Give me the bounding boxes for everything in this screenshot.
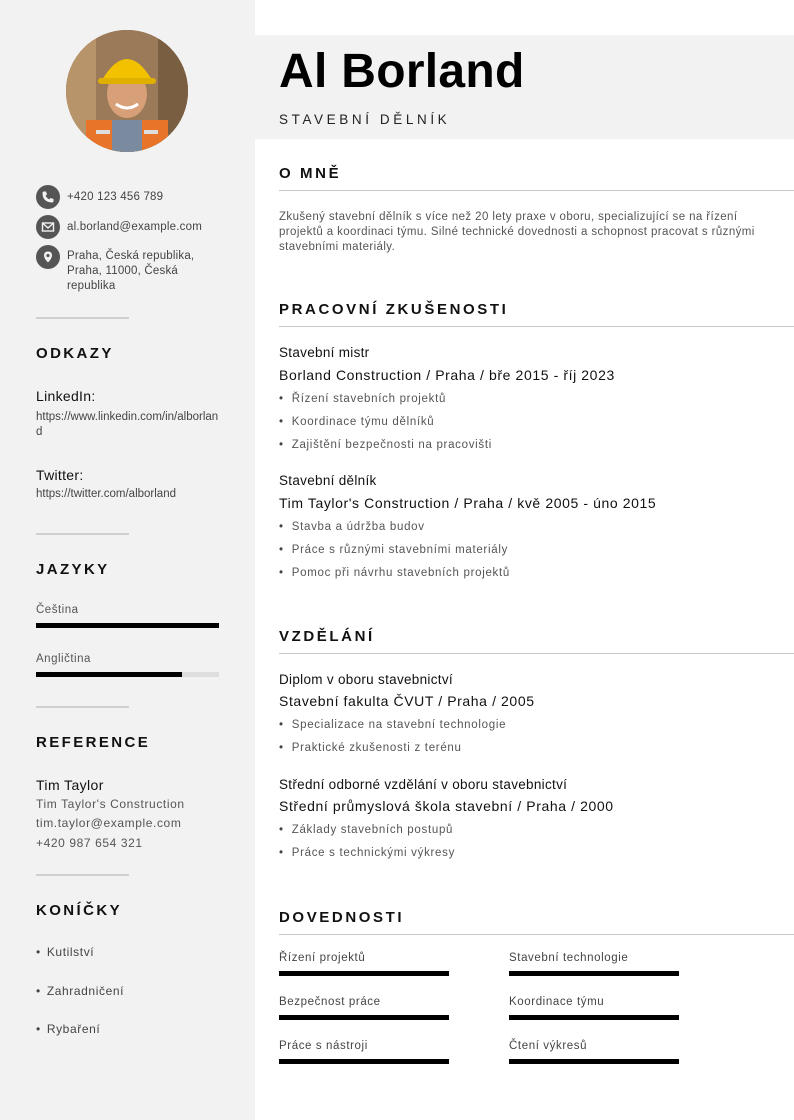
- skill-name: Řízení projektů: [279, 952, 366, 964]
- language-level-fill: [36, 672, 182, 677]
- skill-level-bar: [279, 1015, 449, 1020]
- bullet-icon: •: [279, 393, 284, 405]
- divider: [36, 874, 129, 876]
- reference-name: Tim Taylor: [36, 777, 104, 793]
- divider: [36, 533, 129, 535]
- education-heading: VZDĚLÁNÍ: [279, 628, 375, 645]
- hobby-label: Rybaření: [46, 1022, 101, 1036]
- links-heading: ODKAZY: [36, 345, 114, 362]
- contact-phone-text: +420 123 456 789: [67, 191, 164, 203]
- experience-heading: PRACOVNÍ ZKUŠENOSTI: [279, 301, 509, 318]
- job-bullet: [279, 393, 446, 405]
- skill-level-bar: [509, 971, 679, 976]
- bullet-icon: •: [279, 416, 284, 428]
- job-bullet-text: Řízení stavebních projektů: [291, 393, 447, 405]
- skill-level-bar: [279, 1059, 449, 1064]
- twitter-link[interactable]: https://twitter.com/alborland: [36, 488, 176, 500]
- contact-address: [36, 245, 226, 294]
- reference-email: tim.taylor@example.com: [36, 816, 182, 830]
- bullet-icon: •: [279, 567, 284, 579]
- divider: [36, 706, 129, 708]
- education-bullet: [279, 719, 506, 731]
- education-subtitle: Střední průmyslová škola stavební / Praha / 2000: [279, 798, 614, 814]
- job-bullet-text: Zajištění bezpečnosti na pracovišti: [291, 439, 493, 451]
- bullet-icon: •: [279, 847, 284, 859]
- skills-heading: DOVEDNOSTI: [279, 909, 405, 926]
- section-rule: [279, 326, 794, 327]
- avatar: [66, 30, 188, 152]
- education-bullet-text: Práce s technickými výkresy: [291, 847, 456, 859]
- sidebar: [0, 0, 255, 1120]
- bullet-icon: •: [279, 521, 284, 533]
- about-text: Zkušený stavební dělník s více než 20 lety praxe v oboru, specializující se na řízení projektů a koordinaci týmu. Silné technické dovednosti a schopnost pracovat s různými stavebními materiály.: [279, 211, 755, 253]
- job-bullet: [279, 521, 425, 533]
- contact-email-text: al.borland@example.com: [67, 221, 202, 233]
- hobby-label: Zahradničení: [46, 984, 125, 998]
- bullet-icon: •: [279, 544, 284, 556]
- job-title: Stavební dělník: [279, 473, 377, 488]
- job-bullet: [279, 416, 434, 428]
- reference-phone: +420 987 654 321: [36, 836, 143, 850]
- languages-heading: JAZYKY: [36, 561, 110, 578]
- bullet-icon: •: [279, 742, 284, 754]
- education-bullet: [279, 847, 455, 859]
- skill-name: Bezpečnost práce: [279, 996, 381, 1008]
- section-rule: [279, 653, 794, 654]
- person-name: Al Borland: [279, 45, 525, 98]
- education-title: Diplom v oboru stavebnictví: [279, 672, 453, 687]
- language-level-bar: [36, 672, 219, 677]
- hobby-item: [36, 1022, 100, 1036]
- person-role: STAVEBNÍ DĚLNÍK: [279, 112, 451, 127]
- skill-level-bar: [509, 1015, 679, 1020]
- section-rule: [279, 190, 794, 191]
- education-bullet-text: Praktické zkušenosti z terénu: [291, 742, 462, 754]
- bullet-icon: •: [279, 824, 284, 836]
- job-title: Stavební mistr: [279, 345, 370, 360]
- language-level-bar: [36, 623, 219, 628]
- job-bullet-text: Stavba a údržba budov: [291, 521, 425, 533]
- phone-icon: [36, 185, 60, 209]
- contact-email: [36, 215, 226, 239]
- bullet-icon: •: [36, 984, 41, 998]
- hobbies-heading: KONÍČKY: [36, 902, 122, 919]
- language-level-fill: [36, 623, 219, 628]
- hobby-item: [36, 945, 94, 959]
- education-subtitle: Stavební fakulta ČVUT / Praha / 2005: [279, 693, 535, 709]
- job-subtitle: Tim Taylor's Construction / Praha / kvě 2005 - úno 2015: [279, 495, 657, 511]
- job-subtitle: Borland Construction / Praha / bře 2015 - říj 2023: [279, 367, 615, 383]
- reference-company: Tim Taylor's Construction: [36, 797, 185, 811]
- linkedin-link[interactable]: https://www.linkedin.com/in/alborland: [36, 411, 219, 438]
- education-title: Střední odborné vzdělání v oboru stavebnictví: [279, 777, 568, 792]
- skill-name: Stavební technologie: [509, 952, 629, 964]
- reference-heading: REFERENCE: [36, 734, 151, 751]
- linkedin-label: LinkedIn:: [36, 388, 96, 404]
- job-bullet-text: Koordinace týmu dělníků: [291, 416, 435, 428]
- skill-name: Práce s nástroji: [279, 1040, 368, 1052]
- job-bullet: [279, 544, 508, 556]
- language-name: Čeština: [36, 604, 79, 616]
- skill-level-bar: [509, 1059, 679, 1064]
- bullet-icon: •: [36, 1022, 41, 1036]
- job-bullet-text: Práce s různými stavebními materiály: [291, 544, 509, 556]
- job-bullet: [279, 567, 510, 579]
- job-bullet-text: Pomoc při návrhu stavebních projektů: [291, 567, 510, 579]
- bullet-icon: •: [279, 719, 284, 731]
- contact-address-text: Praha, Česká republika, Praha, 11000, Česká republika: [67, 250, 195, 292]
- hobby-label: Kutilství: [46, 945, 95, 959]
- divider: [36, 317, 129, 319]
- education-bullet: [279, 824, 453, 836]
- education-bullet-text: Specializace na stavební technologie: [291, 719, 507, 731]
- twitter-label: Twitter:: [36, 467, 84, 483]
- hobby-item: [36, 984, 124, 998]
- language-name: Angličtina: [36, 653, 91, 665]
- skill-name: Koordinace týmu: [509, 996, 605, 1008]
- email-icon: [36, 215, 60, 239]
- section-rule: [279, 934, 794, 935]
- education-bullet: [279, 742, 462, 754]
- skill-name: Čtení výkresů: [509, 1040, 588, 1052]
- contact-phone: [36, 185, 226, 209]
- skill-level-bar: [279, 971, 449, 976]
- education-bullet-text: Základy stavebních postupů: [291, 824, 454, 836]
- job-bullet: [279, 439, 492, 451]
- about-heading: O MNĚ: [279, 165, 342, 182]
- bullet-icon: •: [279, 439, 284, 451]
- bullet-icon: •: [36, 945, 41, 959]
- location-icon: [36, 245, 60, 269]
